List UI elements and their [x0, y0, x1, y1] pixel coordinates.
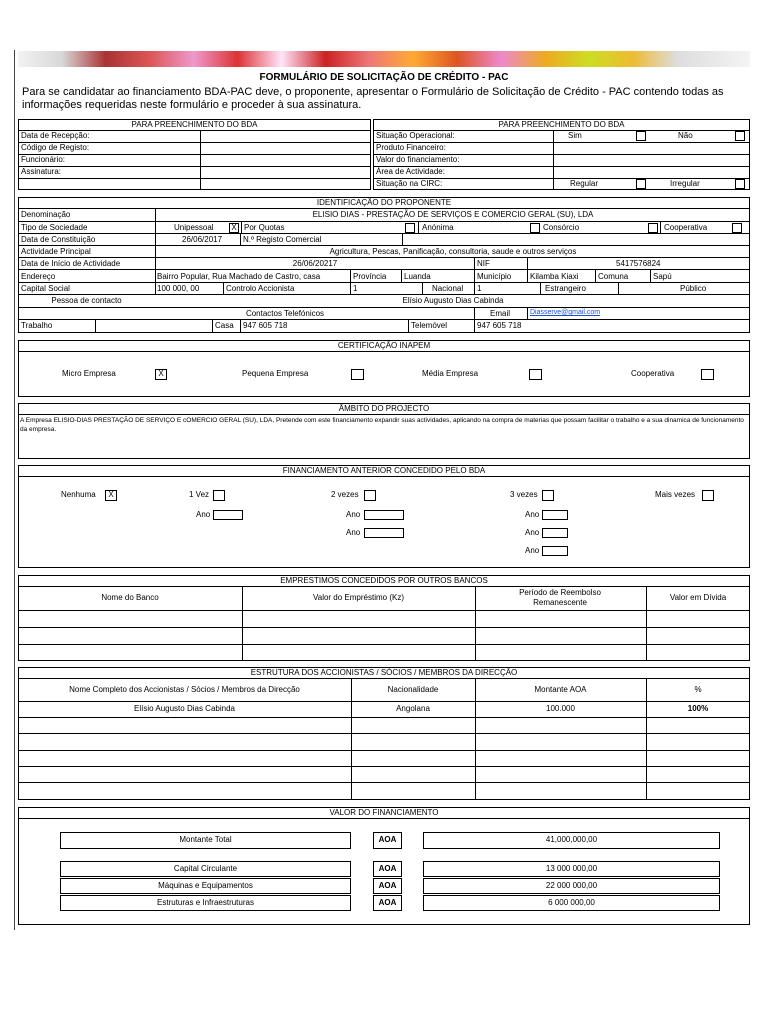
- estruturas-infraestruturas-label: Estruturas e Infraestruturas: [60, 895, 351, 911]
- anonima-label: Anónima: [422, 223, 454, 232]
- col-periodo-reembolso: Período de Reembolso Remanescente: [519, 588, 601, 607]
- uma-vez-checkbox[interactable]: [213, 490, 225, 501]
- media-empresa-checkbox[interactable]: [529, 369, 542, 380]
- constituicao-value: 26/06/2017: [182, 235, 223, 244]
- ano-input[interactable]: [364, 510, 404, 520]
- actividade-label: Actividade Principal: [21, 247, 91, 256]
- bda-left-row-reception: Data de Recepção:: [21, 131, 90, 140]
- bda-right-row-circ: Situação na CIRC:: [376, 179, 443, 188]
- financiamento-anterior-header: FINANCIAMENTO ANTERIOR CONCEDIDO PELO BDA: [282, 466, 486, 475]
- provincia-value: Luanda: [404, 272, 431, 281]
- bda-right-header: PARA PREENCHIMENTO DO BDA: [498, 120, 625, 129]
- consorcio-label: Consórcio: [543, 223, 580, 232]
- consorcio-checkbox[interactable]: [648, 223, 658, 233]
- inicio-actividade-label: Data de Início de Actividade: [21, 259, 121, 268]
- email-link[interactable]: Diasserve@gmail.com: [530, 309, 601, 316]
- ano-label: Ano: [525, 528, 540, 537]
- por-quotas-label: Por Quotas: [244, 223, 285, 232]
- anonima-checkbox[interactable]: [530, 223, 540, 233]
- email-label: Email: [490, 309, 511, 318]
- endereco-label: Endereço: [21, 272, 56, 281]
- bda-right-row-situation: Situação Operacional:: [376, 131, 455, 140]
- ano-label: Ano: [346, 510, 361, 519]
- montante-total-label: Montante Total: [60, 832, 351, 849]
- sim-checkbox[interactable]: [636, 131, 646, 141]
- currency-aoa: AOA: [373, 861, 402, 877]
- capital-social-label: Capital Social: [21, 284, 70, 293]
- accionista-nome: Elísio Augusto Dias Cabinda: [134, 704, 235, 713]
- sim-label: Sim: [568, 131, 582, 140]
- accionista-montante: 100.000: [546, 704, 575, 713]
- telemovel-label: Telemóvel: [411, 321, 448, 330]
- nao-label: Não: [678, 131, 693, 140]
- bda-right-row-area: Área de Actividade:: [376, 167, 445, 176]
- cooperativa-checkbox[interactable]: [732, 223, 742, 233]
- ano-input[interactable]: [542, 510, 568, 520]
- maquinas-equipamentos-value[interactable]: 22 000 000,00: [423, 878, 720, 894]
- comuna-label: Comuna: [598, 272, 629, 281]
- page-left-border: [14, 50, 15, 930]
- tipo-sociedade-label: Tipo de Sociedade: [21, 223, 88, 232]
- capital-circulante-value[interactable]: 13 000 000,00: [423, 861, 720, 877]
- trabalho-label: Trabalho: [21, 321, 53, 330]
- comuna-value: Sapú: [653, 272, 672, 281]
- nacional-value: 1: [477, 284, 482, 293]
- bda-left-row-employee: Funcionário:: [21, 155, 66, 164]
- ano-label: Ano: [196, 510, 211, 519]
- contactos-telefonicos-label: Contactos Telefónicos: [245, 309, 325, 318]
- ano-input[interactable]: [542, 528, 568, 538]
- mais-vezes-label: Mais vezes: [655, 490, 696, 499]
- endereco-value: Bairro Popular, Rua Machado de Castro, casa: [157, 272, 321, 281]
- duas-vezes-checkbox[interactable]: [364, 490, 376, 501]
- pessoa-contacto-value: Elísio Augusto Dias Cabinda: [402, 296, 504, 305]
- pessoa-contacto-label: Pessoa de contacto: [51, 296, 122, 305]
- cooperativa-label: Cooperativa: [664, 223, 708, 232]
- nenhuma-checkbox[interactable]: X: [105, 490, 117, 501]
- bda-left-row-code: Código de Registo:: [21, 143, 90, 152]
- identification-header: IDENTIFICAÇÃO DO PROPONENTE: [316, 198, 452, 207]
- header-banner-image: [18, 51, 750, 67]
- irregular-label: Irregular: [670, 179, 700, 188]
- micro-empresa-checkbox[interactable]: X: [155, 369, 167, 380]
- pequena-empresa-label: Pequena Empresa: [242, 369, 309, 378]
- micro-empresa-label: Micro Empresa: [62, 369, 116, 378]
- por-quotas-checkbox[interactable]: [405, 223, 415, 233]
- cooperativa-cert-label: Cooperativa: [631, 369, 675, 378]
- unipessoal-checkbox[interactable]: X: [229, 223, 239, 233]
- ano-input[interactable]: [364, 528, 404, 538]
- currency-aoa: AOA: [373, 895, 402, 911]
- estruturas-infraestruturas-value[interactable]: 6 000 000,00: [423, 895, 720, 911]
- capital-social-value: 100 000, 00: [157, 284, 200, 293]
- col-valor-divida: Valor em Dívida: [669, 593, 727, 602]
- inicio-actividade-value: 26/06/20217: [292, 259, 338, 268]
- mais-vezes-checkbox[interactable]: [702, 490, 714, 501]
- bda-left-row-signature: Assinatura:: [21, 167, 62, 176]
- bda-right-row-value: Valor do financiamento:: [376, 155, 460, 164]
- casa-label: Casa: [215, 321, 234, 330]
- col-percentagem: %: [694, 685, 702, 694]
- currency-aoa: AOA: [373, 878, 402, 894]
- irregular-checkbox[interactable]: [735, 179, 745, 189]
- col-valor-emprestimo: Valor do Empréstimo (Kz): [313, 593, 404, 602]
- provincia-label: Província: [353, 272, 387, 281]
- bda-right-row-product: Produto Financeiro:: [376, 143, 446, 152]
- outros-bancos-section: [18, 575, 750, 661]
- bda-left-header: PARA PREENCHIMENTO DO BDA: [131, 120, 258, 129]
- accionista-nacionalidade: Angolana: [396, 704, 430, 713]
- nif-label: NIF: [477, 259, 490, 268]
- nenhuma-label: Nenhuma: [61, 490, 96, 499]
- ano-label: Ano: [346, 528, 361, 537]
- cooperativa-cert-checkbox[interactable]: [701, 369, 714, 380]
- col-montante: Montante AOA: [534, 685, 587, 694]
- uma-vez-label: 1 Vez: [189, 490, 210, 499]
- denominacao-label: Denominação: [21, 210, 71, 219]
- actividade-value: Agricultura, Pescas, Panificação, consultoria, saude e outros serviços: [329, 247, 577, 256]
- unipessoal-label: Unipessoal: [174, 223, 214, 232]
- col-nome-banco: Nome do Banco: [101, 593, 159, 602]
- publico-label: Público: [680, 284, 707, 293]
- ano-input[interactable]: [213, 510, 243, 520]
- form-title: FORMULÁRIO DE SOLICITAÇÃO DE CRÉDITO - PAC: [259, 72, 509, 83]
- controlo-accionista-value: 1: [353, 284, 358, 293]
- telemovel-value: 947 605 718: [477, 321, 522, 330]
- valor-financiamento-header: VALOR DO FINANCIAMENTO: [329, 808, 439, 817]
- ano-input[interactable]: [542, 546, 568, 556]
- duas-vezes-label: 2 vezes: [331, 490, 359, 499]
- montante-total-value[interactable]: 41,000,000,00: [423, 832, 720, 849]
- certificacao-header: CERTIFICAÇÃO INAPEM: [337, 341, 431, 350]
- ambito-text: A Empresa ELISIO-DIAS PRESTAÇÃO DE SERVIÇO E cOMERCIO GERAL (SU), LDA, Pretende com este financiamento expandir suas actividades, aplicando na compra de materias que possam facilitar o trabalho e a sua dinamica de funcionamento da empresa.: [20, 417, 744, 433]
- tres-vezes-label: 3 vezes: [510, 490, 538, 499]
- controlo-accionista-label: Controlo Accionista: [226, 284, 295, 293]
- nif-value: 5417576824: [616, 259, 661, 268]
- nacional-label: Nacional: [432, 284, 464, 293]
- regular-checkbox[interactable]: [636, 179, 646, 189]
- accionista-percentagem: 100%: [687, 704, 709, 713]
- ano-label: Ano: [525, 546, 540, 555]
- ano-label: Ano: [525, 510, 540, 519]
- casa-value: 947 605 718: [243, 321, 288, 330]
- estrangeiro-label: Estrangeiro: [545, 284, 586, 293]
- ambito-header: ÂMBITO DO PROJECTO: [338, 404, 430, 413]
- col-nacionalidade: Nacionalidade: [387, 685, 439, 694]
- col-nome-accionista: Nome Completo dos Accionistas / Sócios / Membros da Direcção: [69, 685, 300, 694]
- nao-checkbox[interactable]: [735, 131, 745, 141]
- currency-aoa: AOA: [373, 832, 402, 849]
- accionistas-header: ESTRUTURA DOS ACCIONISTAS / SÓCIOS / MEMBROS DA DIRECÇÃO: [250, 668, 518, 677]
- tres-vezes-checkbox[interactable]: [542, 490, 554, 501]
- media-empresa-label: Média Empresa: [422, 369, 479, 378]
- maquinas-equipamentos-label: Máquinas e Equipamentos: [60, 878, 351, 894]
- pequena-empresa-checkbox[interactable]: [351, 369, 364, 380]
- registo-comercial-label: N.º Registo Comercial: [243, 235, 322, 244]
- outros-bancos-header: EMPRESTIMOS CONCEDIDOS POR OUTROS BANCOS: [280, 576, 488, 585]
- denominacao-value: ELISIO DIAS - PRESTAÇÃO DE SERVIÇOS E COMERCIO GERAL (SU), LDA: [312, 210, 594, 219]
- municipio-value: Kilamba Kiaxi: [530, 272, 579, 281]
- constituicao-label: Data de Constituição: [21, 235, 96, 244]
- capital-circulante-label: Capital Circulante: [60, 861, 351, 877]
- regular-label: Regular: [570, 179, 599, 188]
- form-intro: Para se candidatar ao financiamento BDA-PAC deve, o proponente, apresentar o Formulário de Solicitação de Crédito - PAC contendo todas as informações requeridas neste formulário e proceder à sua assinatura.: [22, 86, 724, 111]
- municipio-label: Município: [477, 272, 512, 281]
